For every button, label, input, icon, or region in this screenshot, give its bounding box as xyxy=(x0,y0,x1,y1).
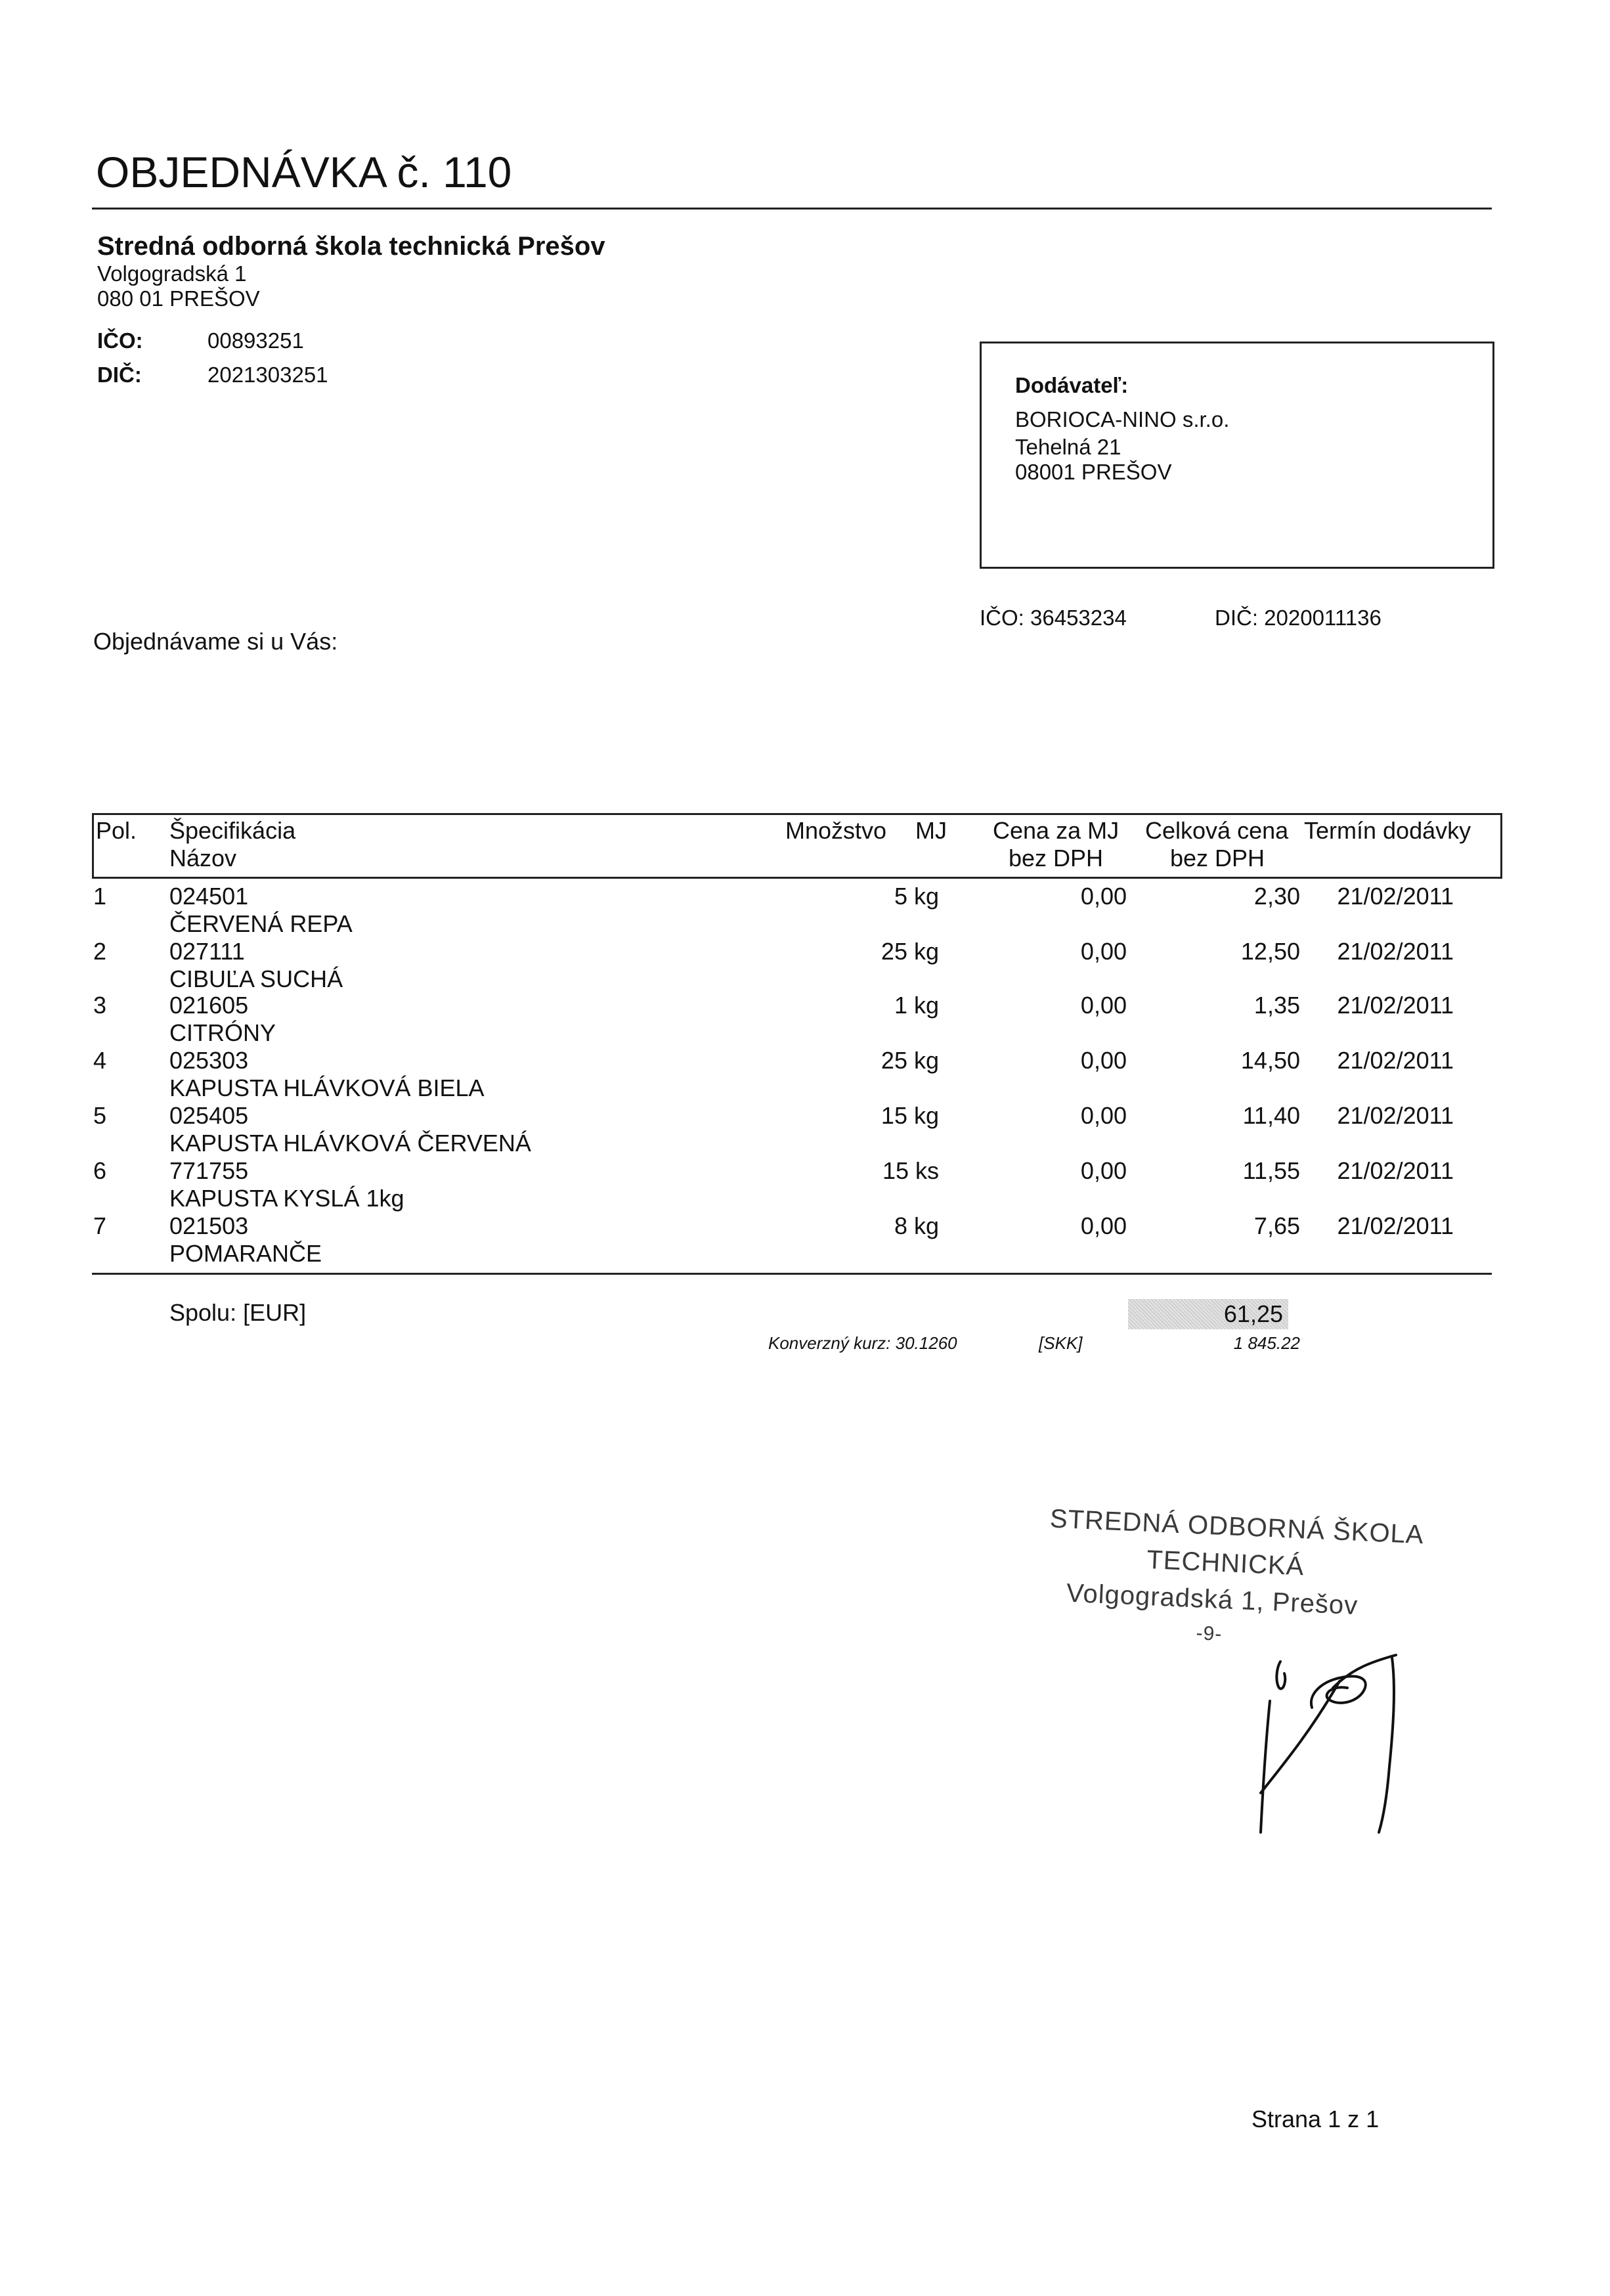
row-pol: 7 xyxy=(93,1212,107,1239)
supplier-ico: IČO: 36453234 xyxy=(980,606,1127,630)
row-name: CITRÓNY xyxy=(169,1019,276,1046)
row-pol: 4 xyxy=(93,1047,107,1074)
col-header-termin: Termín dodávky xyxy=(1304,817,1471,844)
row-qty: 15 kg xyxy=(881,1102,939,1129)
page-title: OBJEDNÁVKA č. 110 xyxy=(96,148,512,196)
row-code: 771755 xyxy=(169,1157,249,1184)
row-date: 21/02/2011 xyxy=(1337,938,1454,965)
table-bottom-divider xyxy=(92,1273,1492,1275)
row-code: 021503 xyxy=(169,1212,249,1239)
buyer-ico-label: IČO: xyxy=(97,328,143,353)
row-date: 21/02/2011 xyxy=(1337,1212,1454,1239)
row-qty: 1 kg xyxy=(894,992,939,1019)
row-unit-price: 0,00 xyxy=(1080,1047,1127,1074)
row-code: 025303 xyxy=(169,1047,249,1074)
row-date: 21/02/2011 xyxy=(1337,883,1454,910)
row-unit-price: 0,00 xyxy=(1080,1157,1127,1184)
row-code: 021605 xyxy=(169,992,249,1019)
col-header-pol: Pol. xyxy=(96,817,137,844)
col-header-mnozstvo: Množstvo xyxy=(785,817,887,844)
stamp-line: STREDNÁ ODBORNÁ ŠKOLA xyxy=(1049,1504,1425,1550)
buyer-city: 080 01 PREŠOV xyxy=(97,286,260,311)
row-code: 024501 xyxy=(169,883,249,910)
total-skk: 1 845.22 xyxy=(1233,1333,1300,1353)
supplier-name: BORIOCA-NINO s.r.o. xyxy=(1015,407,1230,431)
row-pol: 3 xyxy=(93,992,107,1019)
row-qty: 8 kg xyxy=(894,1212,939,1239)
row-name: ČERVENÁ REPA xyxy=(169,910,353,937)
row-name: POMARANČE xyxy=(169,1240,322,1267)
row-date: 21/02/2011 xyxy=(1337,1102,1454,1129)
col-header-spec: Špecifikácia xyxy=(169,817,296,844)
handwritten-signature xyxy=(1234,1635,1431,1845)
col-header-mj: MJ xyxy=(915,817,947,844)
skk-label: [SKK] xyxy=(1039,1333,1083,1353)
buyer-dic-label: DIČ: xyxy=(97,363,142,387)
col-header-nazov: Názov xyxy=(169,845,237,872)
stamp-line: -9- xyxy=(1195,1622,1223,1646)
row-total: 12,50 xyxy=(1240,938,1300,965)
row-unit-price: 0,00 xyxy=(1080,883,1127,910)
row-code: 025405 xyxy=(169,1102,249,1129)
buyer-dic-value: 2021303251 xyxy=(207,363,328,387)
row-name: KAPUSTA HLÁVKOVÁ BIELA xyxy=(169,1074,485,1101)
supplier-city: 08001 PREŠOV xyxy=(1015,460,1172,484)
total-label: Spolu: [EUR] xyxy=(169,1299,307,1326)
row-total: 14,50 xyxy=(1240,1047,1300,1074)
row-qty: 25 kg xyxy=(881,938,939,965)
row-qty: 5 kg xyxy=(894,883,939,910)
row-unit-price: 0,00 xyxy=(1080,1212,1127,1239)
row-unit-price: 0,00 xyxy=(1080,992,1127,1019)
page-number: Strana 1 z 1 xyxy=(1251,2106,1380,2132)
row-qty: 15 ks xyxy=(882,1157,939,1184)
row-date: 21/02/2011 xyxy=(1337,992,1454,1019)
intro-text: Objednávame si u Vás: xyxy=(93,628,338,655)
row-date: 21/02/2011 xyxy=(1337,1047,1454,1074)
row-total: 11,40 xyxy=(1242,1102,1300,1129)
row-pol: 6 xyxy=(93,1157,107,1184)
row-total: 2,30 xyxy=(1253,883,1300,910)
buyer-name: Stredná odborná škola technická Prešov xyxy=(97,232,605,261)
supplier-dic: DIČ: 2020011136 xyxy=(1215,606,1382,630)
row-name: KAPUSTA KYSLÁ 1kg xyxy=(169,1185,404,1212)
stamp-line: TECHNICKÁ xyxy=(1146,1545,1305,1581)
row-date: 21/02/2011 xyxy=(1337,1157,1454,1184)
conversion-rate: Konverzný kurz: 30.1260 xyxy=(768,1333,957,1353)
row-total: 1,35 xyxy=(1253,992,1300,1019)
col-header-cena-mj-sub: bez DPH xyxy=(1009,845,1104,872)
title-divider xyxy=(92,208,1492,210)
row-name: CIBUĽA SUCHÁ xyxy=(169,965,343,992)
row-pol: 1 xyxy=(93,883,107,910)
row-unit-price: 0,00 xyxy=(1080,938,1127,965)
col-header-celkova: Celková cena xyxy=(1145,817,1289,844)
supplier-street: Tehelná 21 xyxy=(1015,435,1121,459)
supplier-label: Dodávateľ: xyxy=(1015,373,1129,397)
row-pol: 5 xyxy=(93,1102,107,1129)
buyer-street: Volgogradská 1 xyxy=(97,261,247,286)
col-header-celkova-sub: bez DPH xyxy=(1170,845,1265,872)
stamp-line: Volgogradská 1, Prešov xyxy=(1066,1578,1359,1620)
row-total: 11,55 xyxy=(1242,1157,1300,1184)
total-eur: 61,25 xyxy=(1223,1300,1283,1327)
row-total: 7,65 xyxy=(1253,1212,1300,1239)
row-unit-price: 0,00 xyxy=(1080,1102,1127,1129)
row-qty: 25 kg xyxy=(881,1047,939,1074)
row-name: KAPUSTA HLÁVKOVÁ ČERVENÁ xyxy=(169,1130,531,1157)
buyer-ico-value: 00893251 xyxy=(207,328,304,353)
col-header-cena-mj: Cena za MJ xyxy=(993,817,1120,844)
row-pol: 2 xyxy=(93,938,107,965)
row-code: 027111 xyxy=(169,938,245,965)
